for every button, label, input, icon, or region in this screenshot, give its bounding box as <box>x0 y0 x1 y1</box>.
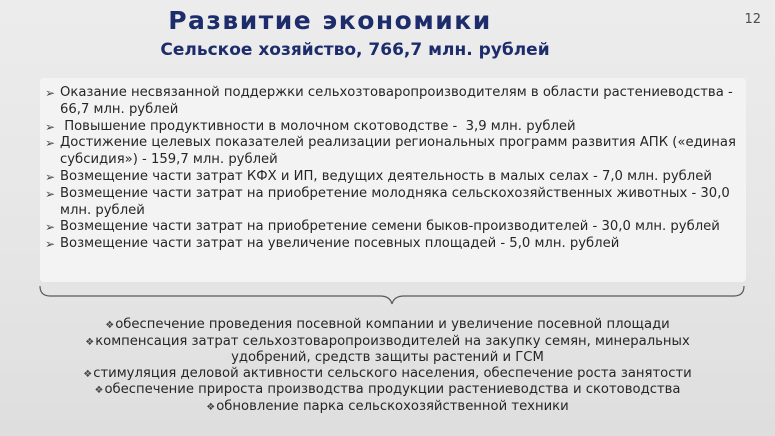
expected-effects-list <box>0 317 775 416</box>
list-item-text: Оказание несвязанной поддержки сельхозтоваропроизводителям в области растениеводства - 66,7 млн. рублей <box>60 85 733 117</box>
list-item <box>45 119 745 136</box>
slide-subtitle: Сельское хозяйство, 766,7 млн. рублей <box>160 40 550 60</box>
list-item-text: Возмещение части затрат на приобретение молодняка сельскохозяйственных животных - 30,0 млн. рублей <box>60 185 730 218</box>
arrow-bullet-icon: ➢ <box>45 220 56 235</box>
list-item <box>68 334 708 366</box>
slide-title: Развитие экономики <box>168 6 492 35</box>
diamond-bullet-icon: ❖ <box>206 401 216 413</box>
support-measures-list <box>45 85 745 253</box>
list-item <box>45 169 745 186</box>
list-item <box>45 85 745 119</box>
arrow-bullet-icon: ➢ <box>45 237 56 252</box>
list-item-text: обеспечение прироста производства продукции растениеводства и скотоводства <box>104 382 681 398</box>
list-item <box>45 219 745 236</box>
diamond-bullet-icon: ❖ <box>94 385 104 397</box>
list-item <box>0 382 775 399</box>
diamond-bullet-icon: ❖ <box>83 368 93 380</box>
list-item-text: Повышение продуктивности в молочном скотоводстве - 3,9 млн. рублей <box>60 118 576 134</box>
list-item-text: обновление парка сельскохозяйственной техники <box>216 398 569 414</box>
list-item-text: Достижение целевых показателей реализации региональных программ развития АПК («единая субсидия») - 159,7 млн. рублей <box>60 135 736 168</box>
list-item <box>45 186 745 220</box>
arrow-bullet-icon: ➢ <box>45 169 56 184</box>
diamond-bullet-icon: ❖ <box>105 320 115 331</box>
list-item-text: Возмещение части затрат КФХ и ИП, ведущих деятельность в малых селах - 7,0 млн. рублей <box>60 168 712 184</box>
diamond-bullet-icon: ❖ <box>85 336 95 348</box>
list-item <box>0 399 775 416</box>
arrow-bullet-icon: ➢ <box>45 186 56 201</box>
list-item-text: Возмещение части затрат на увеличение посевных площадей - 5,0 млн. рублей <box>60 236 620 252</box>
list-item-text: стимуляция деловой активности сельского населения, обеспечение роста занятости <box>93 365 692 381</box>
list-item-text: обеспечение проведения посевной компании и увеличение посевной площади <box>115 317 670 332</box>
arrow-bullet-icon: ➢ <box>45 136 56 151</box>
list-item <box>45 236 745 253</box>
list-item <box>68 366 708 383</box>
curly-brace-divider <box>38 284 746 308</box>
page-number: 12 <box>744 12 761 27</box>
list-item-text: компенсация затрат сельхозтоваропроизводителей на закупку семян, минеральных удобрений, средств защиты растений и ГСМ <box>95 333 690 366</box>
list-item <box>0 317 775 334</box>
list-item-text: Возмещение части затрат на приобретение семени быков-производителей - 30,0 млн. рублей <box>60 219 720 235</box>
arrow-bullet-icon: ➢ <box>45 119 56 134</box>
list-item <box>45 135 745 169</box>
arrow-bullet-icon: ➢ <box>45 86 56 100</box>
